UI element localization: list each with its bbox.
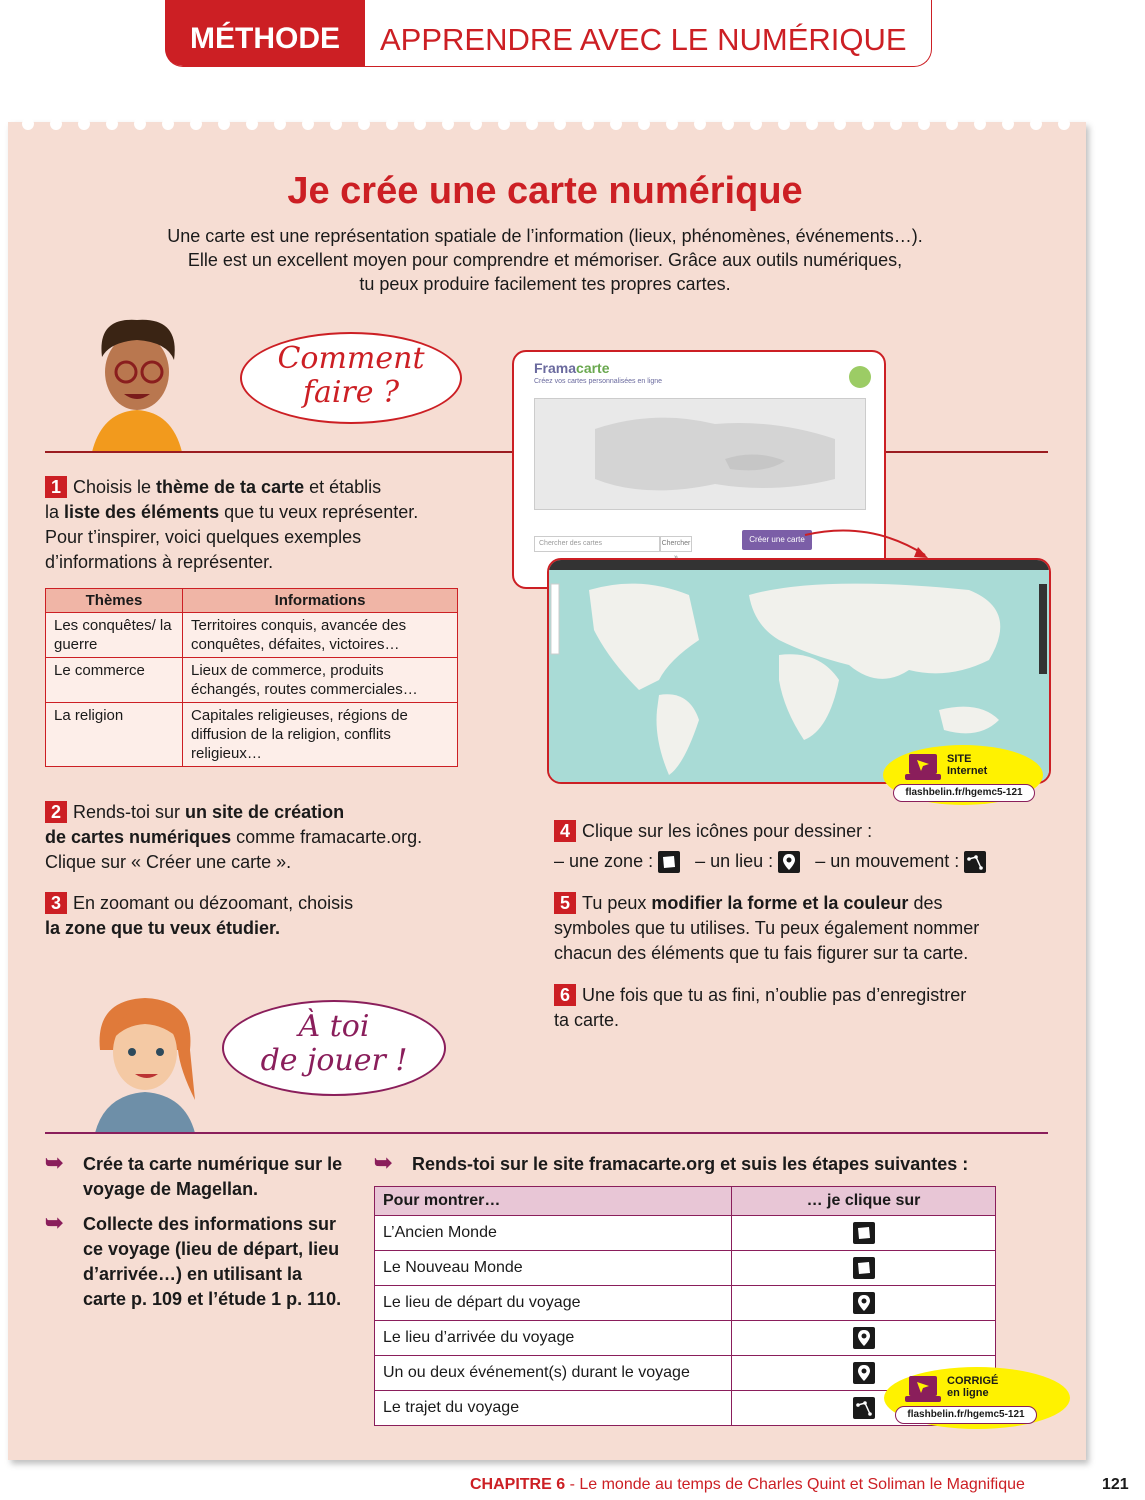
step-bold: thème de ta carte [156, 477, 305, 497]
step-bold: de cartes numériques [45, 827, 232, 847]
search-input[interactable]: Chercher des cartes [534, 536, 660, 552]
table-row [46, 658, 458, 703]
search-button[interactable]: Chercher [660, 536, 692, 552]
bubble-line: de jouer ! [260, 1043, 408, 1078]
step-text: que tu veux représenter. [219, 502, 419, 522]
zone-icon [853, 1222, 875, 1244]
intro-line: tu peux produire facilement tes propres cartes. [359, 274, 731, 294]
badge-line: CORRIGÉ [947, 1375, 999, 1387]
badge-text [947, 1375, 998, 1399]
marker-icon [853, 1327, 875, 1349]
table-cell: Le Nouveau Monde [375, 1251, 732, 1286]
column-header: Pour montrer… [375, 1187, 732, 1216]
table-cell: Un ou deux événement(s) durant le voyage [375, 1356, 732, 1391]
magnifier-icon [849, 366, 871, 388]
themes-table [45, 588, 458, 767]
table-row [375, 1321, 996, 1356]
bubble-line: Comment [277, 341, 425, 376]
mouvement-label: – un mouvement : [815, 851, 960, 871]
step-1 [45, 475, 485, 575]
framacarte-logo [534, 360, 610, 376]
step-number: 2 [45, 801, 67, 823]
page-title: Je crée une carte numérique [287, 170, 803, 212]
step-text: Clique sur les icônes pour dessiner : [582, 821, 873, 841]
step-bold: modifier la forme et la couleur [651, 893, 909, 913]
column-header: Thèmes [46, 589, 183, 613]
step-text: la [45, 502, 65, 522]
intro-line: Elle est un excellent moyen pour comprendre et mémoriser. Grâce aux outils numériques, [187, 250, 903, 270]
table-row [46, 703, 458, 767]
badge-text [947, 753, 987, 777]
step-4 [554, 819, 1054, 844]
editor-toolbar [549, 560, 1049, 570]
step-6 [554, 983, 1054, 1033]
table-cell: Le trajet du voyage [375, 1391, 732, 1426]
bubble-line: À toi [298, 1009, 370, 1044]
task-2 [45, 1212, 345, 1312]
table-cell: Capitales religieuses, régions de diffusion de la religion, conflits religieux… [183, 703, 458, 767]
step-text: En zoomant ou dézoomant, choisis [73, 893, 354, 913]
footer-chapter [470, 1476, 1025, 1494]
step-text: ta carte. [554, 1010, 620, 1030]
bubble-line: faire ? [302, 375, 400, 410]
map-preview [534, 398, 866, 510]
table-cell: Territoires conquis, avancée des conquêtes, défaites, victoires… [183, 613, 458, 658]
task-text: Crée ta carte numérique sur le voyage de Magellan. [83, 1154, 343, 1199]
header-title: APPRENDRE AVEC LE NUMÉRIQUE [380, 22, 907, 57]
step-text: des [908, 893, 943, 913]
header-label: MÉTHODE [165, 0, 365, 66]
table-cell: Le lieu de départ du voyage [375, 1286, 732, 1321]
table-cell: Le lieu d’arrivée du voyage [375, 1321, 732, 1356]
badge-line: en ligne [947, 1387, 989, 1399]
spiral-binding [8, 118, 1086, 142]
badge-url[interactable]: flashbelin.fr/hgemc5-121 [893, 784, 1035, 802]
step-text: Choisis le [73, 477, 157, 497]
step-number: 3 [45, 892, 67, 914]
page-number: 121 [1102, 1476, 1129, 1493]
zone-icon [658, 851, 680, 873]
girl-illustration [70, 990, 220, 1133]
table-cell: Le commerce [46, 658, 183, 703]
table-cell: L’Ancien Monde [375, 1216, 732, 1251]
arrow-icon: ➥ [374, 1150, 393, 1175]
column-header: Informations [183, 589, 458, 613]
framacarte-subtitle: Créez vos cartes personnalisées en ligne [534, 378, 663, 385]
zone-label: – une zone : [554, 851, 654, 871]
chapter-number: CHAPITRE 6 [470, 1476, 566, 1493]
line-icon [853, 1397, 875, 1419]
step-text: chacun des éléments que tu fais figurer sur ta carte. [554, 943, 969, 963]
boy-illustration [72, 312, 202, 452]
table-row [46, 613, 458, 658]
table-row [375, 1251, 996, 1286]
speech-bubble-comment-faire [240, 332, 462, 424]
step-bold: un site de création [185, 802, 345, 822]
lieu-label: – un lieu : [695, 851, 774, 871]
chapter-title: Le monde au temps de Charles Quint et Soliman le Magnifique [579, 1476, 1025, 1493]
step-2 [45, 800, 505, 875]
logo-part: Frama [534, 360, 577, 376]
step-5 [554, 891, 1054, 966]
step-3 [45, 891, 505, 941]
step-number: 6 [554, 984, 576, 1006]
task-text: Rends-toi sur le site framacarte.org et suis les étapes suivantes : [412, 1154, 969, 1174]
step-text: et établis [304, 477, 382, 497]
intro-line: Une carte est une représentation spatiale de l’information (lieux, phénomènes, événements…). [167, 226, 923, 246]
table-cell: Lieux de commerce, produits échangés, routes commerciales… [183, 658, 458, 703]
separator: - [565, 1476, 580, 1493]
step-text: Pour t’inspirer, voici quelques exemples [45, 527, 362, 547]
badge-line: SITE [947, 753, 972, 765]
task-text: Collecte des informations sur ce voyage (lieu de départ, lieu d’arrivée…) en utilisant la carte p. 109 et l’étude 1 p. 110. [83, 1214, 342, 1309]
create-map-button[interactable]: Créer une carte [742, 530, 812, 550]
step-text: Une fois que tu as fini, n’oublie pas d’enregistrer [582, 985, 967, 1005]
speech-bubble-a-toi [222, 1000, 446, 1096]
step-text: comme framacarte.org. [231, 827, 423, 847]
intro-text [100, 224, 990, 296]
badge-line: Internet [947, 765, 988, 777]
laptop-icon [905, 1374, 943, 1406]
marker-icon [778, 851, 800, 873]
step-number: 1 [45, 476, 67, 498]
task-3 [374, 1152, 1034, 1177]
badge-url[interactable]: flashbelin.fr/hgemc5-121 [895, 1406, 1037, 1424]
table-row [375, 1286, 996, 1321]
step-bold: la zone que tu veux étudier. [45, 918, 281, 938]
step-4-icons [554, 849, 1044, 874]
step-text: d’informations à représenter. [45, 552, 274, 572]
step-text: Rends-toi sur [73, 802, 186, 822]
laptop-icon [905, 752, 943, 784]
logo-part: carte [576, 360, 610, 376]
arrow-icon: ➥ [45, 1210, 64, 1235]
step-number: 4 [554, 820, 576, 842]
step-text: Clique sur « Créer une carte ». [45, 852, 292, 872]
step-bold: liste des éléments [64, 502, 220, 522]
step-text: symboles que tu utilises. Tu peux également nommer [554, 918, 980, 938]
table-cell: Les conquêtes/ la guerre [46, 613, 183, 658]
europe-map-shapes [535, 399, 865, 509]
table-cell: La religion [46, 703, 183, 767]
table-row [375, 1216, 996, 1251]
marker-icon [853, 1292, 875, 1314]
arrow-icon: ➥ [45, 1150, 64, 1175]
column-header: … je clique sur [732, 1187, 996, 1216]
line-icon [964, 851, 986, 873]
step-number: 5 [554, 892, 576, 914]
divider-bottom [45, 1132, 1048, 1134]
marker-icon [853, 1362, 875, 1384]
step-text: Tu peux [582, 893, 652, 913]
task-1 [45, 1152, 345, 1202]
zone-icon [853, 1257, 875, 1279]
